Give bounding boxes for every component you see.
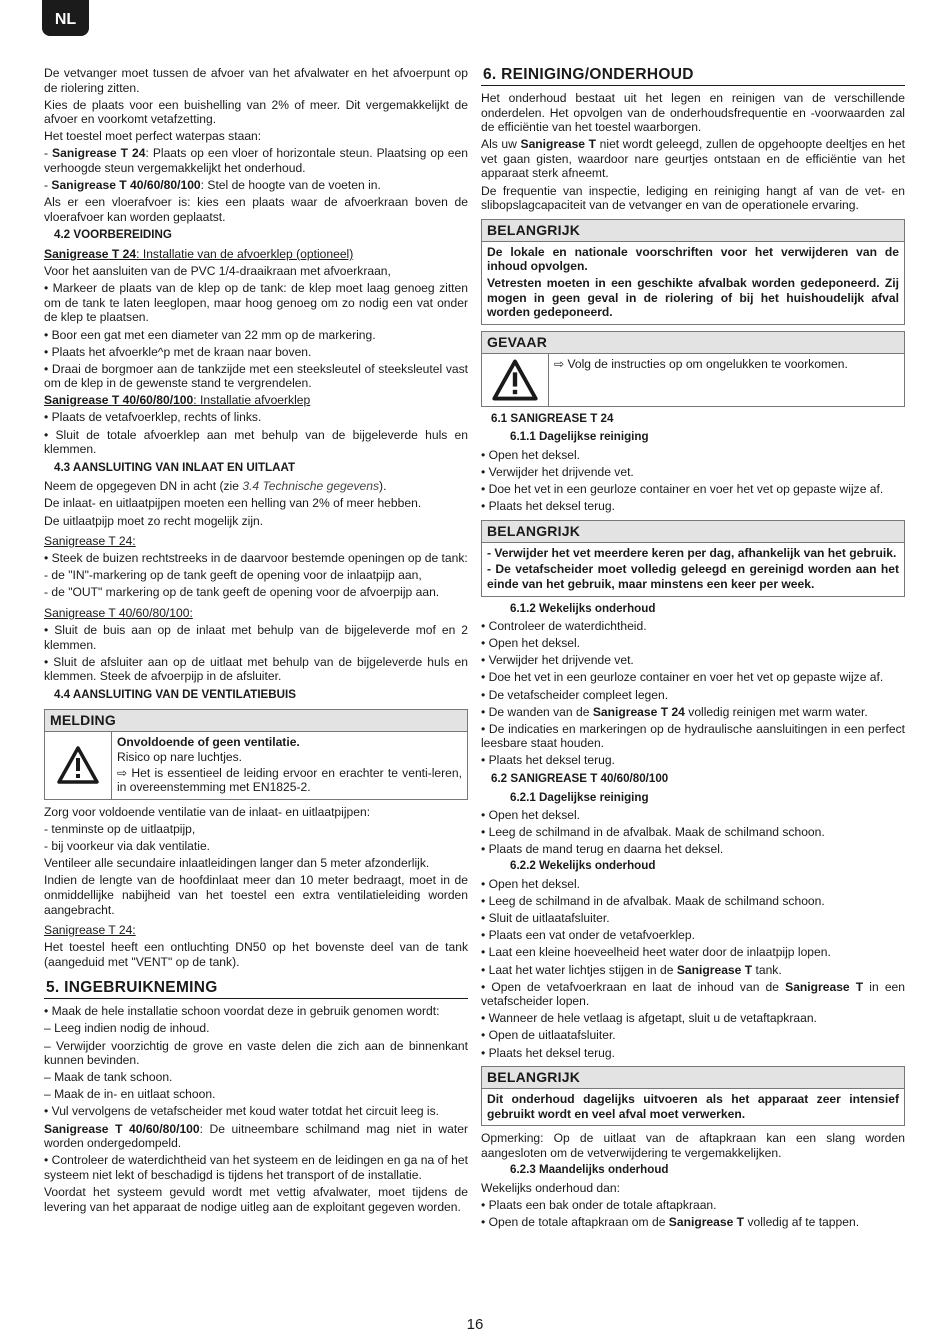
paragraph: Voordat het systeem gevuld wordt met vettig afvalwater, moet tijdens de levering van het apparaat de nodige uitleg aan de exploitant gegeven worden. (44, 1184, 468, 1214)
melding-text: ⇨ Het is essentieel de leiding ervoor en erachter te venti-leren, in overeenstemming met EN1825-2. (117, 765, 462, 795)
list-item: • Controleer de waterdichtheid van het systeem en de leidingen en ga na of het systeem niet lekt of beschadigd is tijdens het transport of de installatie. (44, 1153, 468, 1182)
list-item: • Draai de borgmoer aan de tankzijde met een steeksleutel of steeksleutel vast om de klep in de gewenste stand te vergrendelen. (44, 361, 468, 391)
paragraph: - tenminste op de uitlaatpijp, (44, 822, 196, 837)
list-item: • Maak de hele installatie schoon voordat deze in gebruik genomen wordt: (44, 1004, 440, 1019)
gevaar-box (481, 331, 905, 407)
paragraph: Het onderhoud bestaat uit het legen en reinigen van de verschillende onderdelen. Het opvolgen van de onderhoudsfrequentie en -voorwaarden zal de efficiëntie van het toestel waarborgen. (481, 91, 905, 135)
cross-reference: 3.4 Technische gegevens (242, 479, 380, 494)
section-heading-6-2-3: 6.2.3 Maandelijks onderhoud (510, 1163, 669, 1177)
list-item: • Plaats een vat onder de vetafvoerklep. (481, 928, 695, 943)
section-heading-4-4: 4.4 AANSLUITING VAN DE VENTILATIEBUIS (54, 687, 296, 701)
paragraph: Zorg voor voldoende ventilatie van de inlaat- en uitlaatpijpen: (44, 804, 371, 819)
list-item: • Open het deksel. (481, 636, 581, 651)
dash-item: – Maak de tank schoon. (44, 1070, 173, 1085)
page-number: 16 (466, 1316, 484, 1333)
list-item: • Leeg de schilmand in de afvalbak. Maak de schilmand schoon. (481, 825, 825, 840)
paragraph: Wekelijks onderhoud dan: (481, 1181, 620, 1196)
list-item: • De wanden van de Sanigrease T 24 volledig reinigen met warm water. (481, 704, 868, 719)
melding-box-title: MELDING (45, 710, 467, 732)
list-item: • Sluit de afsluiter aan op de uitlaat met behulp van de bijgeleverde huls en klemmen. Steek de afvoerpijp in de afsluiter. (44, 654, 468, 684)
list-item: • Plaats het deksel terug. (481, 753, 615, 768)
list-item: • Laat een kleine hoeveelheid heet water door de inlaatpijp lopen. (481, 945, 831, 960)
list-item: • De vetafscheider compleet legen. (481, 687, 669, 702)
list-item: • Open de uitlaatafsluiter. (481, 1028, 616, 1043)
dash-item: – Maak de in- en uitlaat schoon. (44, 1087, 216, 1102)
list-item: • Plaats de vetafvoerklep, rechts of links. (44, 410, 262, 425)
paragraph: Het toestel heeft een ontluchting DN50 op het bovenste deel van de tank (aangeduid met "VENT" op de tank). (44, 940, 468, 969)
section-heading-6-1-1: 6.1.1 Dagelijkse reiniging (510, 430, 649, 444)
list-item: • Verwijder het drijvende vet. (481, 465, 634, 479)
melding-bold-text: Onvoldoende of geen ventilatie. (117, 734, 300, 749)
left-column (44, 66, 468, 1217)
warning-triangle-icon (482, 354, 549, 406)
box-text: Vetresten moeten in een geschikte afvalbak worden gedeponeerd. Zij mogen in geen geval in de riolering of bij het huishoudelijk afval worden gedeponeerd. (487, 275, 899, 320)
list-item: • Boor een gat met een diameter van 22 mm op de markering. (44, 327, 376, 342)
paragraph: - bij voorkeur via dak ventilatie. (44, 839, 211, 854)
section-heading-6-2-1: 6.2.1 Dagelijkse reiniging (510, 790, 649, 804)
list-item: • Open het deksel. (481, 447, 581, 462)
melding-box (44, 709, 468, 800)
list-item: • Doe het vet in een geurloze container en voer het vet op gepaste wijze af. (481, 482, 884, 497)
paragraph: - de "OUT" markering op de tank geeft de opening voor de afvoerpijp aan. (44, 585, 440, 600)
paragraph: Indien de lengte van de hoofdinlaat meer dan 10 meter bedraagt, moet in de onmiddellijke nabijheid van het toestel een extra ventilatieleiding worden aangebracht. (44, 873, 468, 917)
dash-item: – Verwijder voorzichtig de grove en vaste delen die zich aan de binnenkant kunnen bevinden. (44, 1038, 468, 1068)
paragraph: Als uw Sanigrease T niet wordt geleegd, zullen de opgehoopte deeltjes en het vet gaan gisten, waardoor nare geurtjes ontstaan en de efficiëntie van het apparaat sterk afneemt. (481, 137, 905, 181)
box-text: - De vetafscheider moet volledig geleegd en gereinigd worden aan het einde van het gebruik, maar minstens een keer per week. (487, 562, 899, 591)
box-text: De lokale en nationale voorschriften voor het verwijderen van de inhoud opvolgen. (487, 244, 899, 274)
list-item: • Plaats een bak onder de totale aftapkraan. (481, 1198, 717, 1213)
section-title-6: 6. REINIGING/ONDERHOUD (481, 66, 905, 86)
list-item: • De indicaties en markeringen op de hydraulische aansluitingen in een perfect leesbare staat houden. (481, 721, 905, 751)
section-heading-6-2-2: 6.2.2 Wekelijks onderhoud (510, 859, 656, 873)
melding-text: Risico op nare luchtjes. (117, 750, 243, 765)
gevaar-text: ⇨ Volg de instructies op om ongelukken te voorkomen. (554, 356, 848, 371)
list-item: • Sluit de totale afvoerklep aan met behulp van de bijgeleverde huls en klemmen. (44, 427, 468, 457)
list-item: • Open het deksel. (481, 877, 581, 892)
paragraph: - Sanigrease T 24: Plaats op een vloer of horizontale steun. Plaatsing op een verhoogde steun vergemakkelijkt het onderhoud. (44, 146, 468, 176)
paragraph: Opmerking: Op de uitlaat van de aftapkraan kan een slang worden aangesloten om de vetverwijdering te vergemakkelijken. (481, 1131, 905, 1160)
box-text: Dit onderhoud dagelijks uitvoeren als het apparaat zeer intensief gebruikt wordt en veel afval moet verwerken. (487, 1092, 899, 1121)
paragraph: Sanigrease T 40/60/80/100: De uitneembare schilmand mag niet in water worden ondergedompeld. (44, 1121, 468, 1151)
paragraph: Als er een vloerafvoer is: kies een plaats waar de afvoerkraan boven de vloerafvoer kan worden geplaatst. (44, 195, 468, 224)
belangrijk-box-title: BELANGRIJK (482, 1067, 904, 1089)
right-column (481, 66, 905, 1232)
paragraph: De inlaat- en uitlaatpijpen moeten een helling van 2% of meer hebben. (44, 496, 422, 511)
list-item: • Doe het vet in een geurloze container en voer het vet op gepaste wijze af. (481, 670, 884, 685)
subsection-label: Sanigrease T 24: (44, 923, 136, 938)
section-heading-6-2: 6.2 SANIGREASE T 40/60/80/100 (491, 772, 669, 785)
list-item: • Laat het water lichtjes stijgen in de Sanigrease T tank. (481, 962, 782, 977)
paragraph: Het toestel moet perfect waterpas staan: (44, 129, 262, 144)
subsection-label: Sanigrease T 40/60/80/100: (44, 606, 193, 620)
list-item: • Open de vetafvoerkraan en laat de inhoud van de Sanigrease T in een vetafscheider lopen. (481, 979, 905, 1009)
section-heading-6-1: 6.1 SANIGREASE T 24 (491, 411, 614, 425)
paragraph: Voor het aansluiten van de PVC 1/4-draaikraan met afvoerkraan, (44, 264, 391, 279)
section-heading-6-1-2: 6.1.2 Wekelijks onderhoud (510, 601, 656, 615)
list-item: • Plaats het deksel terug. (481, 1045, 615, 1060)
list-item: • Plaats het deksel terug. (481, 499, 615, 514)
subsection-label: Sanigrease T 40/60/80/100: Installatie afvoerklep (44, 393, 311, 408)
belangrijk-box (481, 1066, 905, 1126)
paragraph: Kies de plaats voor een buishelling van 2% of meer. Dit vergemakkelijkt de afvoer en voorkomt vetafzetting. (44, 97, 468, 127)
list-item: • Sluit de buis aan op de inlaat met behulp van de bijgeleverde mof en 2 klemmen. (44, 623, 468, 652)
list-item: • Steek de buizen rechtstreeks in de daarvoor bestemde openingen op de tank: (44, 551, 468, 566)
box-text: - Verwijder het vet meerdere keren per dag, afhankelijk van het gebruik. (487, 545, 897, 560)
list-item: • Leeg de schilmand in de afvalbak. Maak de schilmand schoon. (481, 894, 825, 909)
list-item: • Sluit de uitlaatafsluiter. (481, 911, 610, 926)
dash-item: – Leeg indien nodig de inhoud. (44, 1021, 210, 1036)
belangrijk-box-title: BELANGRIJK (482, 220, 904, 242)
paragraph: Neem de opgegeven DN in acht (zie 3.4 Technische gegevens). (44, 479, 387, 494)
section-heading-4-2: 4.2 VOORBEREIDING (54, 228, 172, 242)
list-item: • Open het deksel. (481, 808, 581, 823)
list-item: • Verwijder het drijvende vet. (481, 653, 634, 668)
list-item: • Vul vervolgens de vetafscheider met koud water totdat het circuit leeg is. (44, 1104, 440, 1119)
paragraph: - Sanigrease T 40/60/80/100: Stel de hoogte van de voeten in. (44, 178, 381, 193)
list-item: • Plaats het afvoerkle^p met de kraan naar boven. (44, 344, 312, 359)
list-item: • Controleer de waterdichtheid. (481, 619, 647, 634)
paragraph: De vetvanger moet tussen de afvoer van het afvalwater en het afvoerpunt op de riolering zitten. (44, 66, 468, 95)
paragraph: Ventileer alle secundaire inlaatleidingen langer dan 5 meter afzonderlijk. (44, 856, 430, 871)
paragraph: De frequentie van inspectie, lediging en reiniging hangt af van de vet- en slibopslagcapaciteit van de vetvanger en van de operationele ervaring. (481, 183, 905, 213)
subsection-label: Sanigrease T 24: Installatie van de afvoerklep (optioneel) (44, 247, 354, 262)
list-item: • Markeer de plaats van de klep op de tank: de klep moet laag genoeg zitten om de tank te laten leeglopen, maar hoog genoeg om zo nodig een vat onder de klep te plaatsen. (44, 281, 468, 325)
section-heading-4-3: 4.3 AANSLUITING VAN INLAAT EN UITLAAT (54, 460, 296, 474)
section-title-5: 5. INGEBRUIKNEMING (44, 979, 468, 999)
belangrijk-box (481, 219, 905, 325)
list-item: • Plaats de mand terug en daarna het deksel. (481, 842, 724, 857)
warning-triangle-icon (45, 732, 112, 799)
belangrijk-box (481, 520, 905, 597)
list-item: • Open de totale aftapkraan om de Sanigrease T volledig af te tappen. (481, 1215, 860, 1230)
language-tab: NL (42, 0, 89, 36)
list-item: • Wanneer de hele vetlaag is afgetapt, sluit u de vetaftapkraan. (481, 1011, 817, 1026)
gevaar-box-title: GEVAAR (482, 332, 904, 354)
subsection-label: Sanigrease T 24: (44, 534, 136, 549)
belangrijk-box-title: BELANGRIJK (482, 521, 904, 543)
paragraph: - de "IN"-markering op de tank geeft de opening voor de inlaatpijp aan, (44, 568, 422, 583)
paragraph: De uitlaatpijp moet zo recht mogelijk zijn. (44, 513, 264, 528)
